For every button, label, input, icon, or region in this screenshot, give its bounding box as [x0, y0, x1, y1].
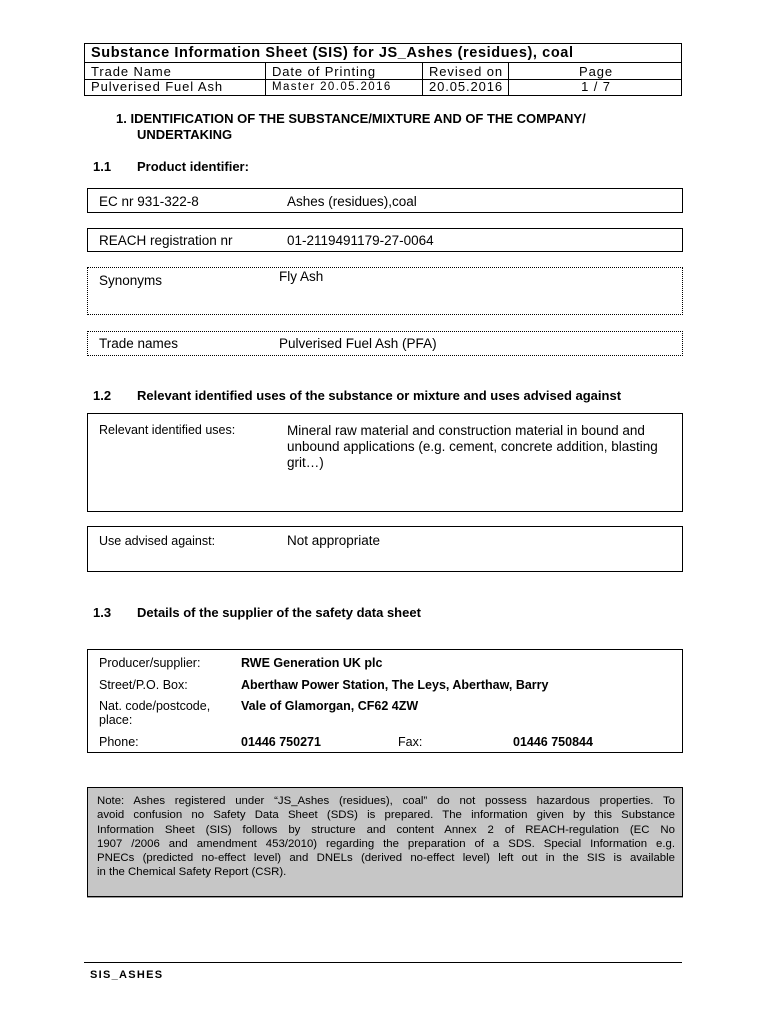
- trade-names-value: Pulverised Fuel Ash (PFA): [279, 336, 437, 351]
- synonyms-label: [99, 273, 162, 288]
- street-label: Street/P.O. Box:: [99, 678, 188, 692]
- section-1-2-number: 1.2: [93, 388, 112, 403]
- identified-uses-line2: unbound applications (e.g. cement, concrete addition, blasting: [287, 439, 658, 454]
- revised-value: 20.05.2016: [429, 79, 504, 94]
- ec-number-label: EC nr 931-322-8: [99, 194, 199, 209]
- section-1-heading: 1. IDENTIFICATION OF THE SUBSTANCE/MIXTURE AND OF THE COMPANY/: [116, 111, 586, 126]
- trade-name-label: Trade Name: [91, 64, 172, 79]
- producer-label: Producer/supplier:: [99, 656, 201, 670]
- synonyms-label-text: Synonyms: [99, 273, 163, 288]
- note-line: 1907 /2006 and amendment 453/2010) regarding the preparation of a SDS. Special Information e.g.: [97, 837, 675, 850]
- date-printing-value: Master 20.05.2016: [272, 81, 392, 93]
- supplier-box: [87, 649, 683, 753]
- note-text: [97, 794, 675, 880]
- reach-box: [87, 228, 683, 252]
- date-printing-label: Date of Printing: [272, 64, 377, 79]
- synonyms-box: [87, 267, 683, 315]
- footer-label: SIS_ASHES: [90, 969, 164, 981]
- reach-label: REACH registration nr: [99, 233, 233, 248]
- postcode-label-cont: place:: [99, 713, 133, 727]
- postcode-label: Nat. code/postcode,: [99, 699, 211, 713]
- section-1-3-title: Details of the supplier of the safety data sheet: [137, 605, 421, 620]
- section-1-heading-cont: UNDERTAKING: [137, 127, 233, 142]
- revised-label: Revised on: [429, 64, 504, 79]
- identified-uses-line3: grit…): [287, 455, 324, 470]
- footer-divider: [84, 962, 682, 963]
- note-line: avoid confusion no Safety Data Sheet (SDS) is prepared. The information given by this Substance: [97, 809, 675, 822]
- fax-value: 01446 750844: [513, 735, 593, 749]
- section-1-1-number: 1.1: [93, 159, 112, 174]
- fax-label: Fax:: [398, 735, 423, 749]
- note-line: Note: Ashes registered under “JS_Ashes (residues), coal” do not possess hazardous properties. To: [97, 795, 675, 807]
- trade-names-label: Trade names: [99, 336, 179, 351]
- section-1-1-title: Product identifier:: [137, 159, 249, 174]
- trade-name-value: Pulverised Fuel Ash: [91, 79, 223, 94]
- document-title: Substance Information Sheet (SIS) for JS_Ashes (residues), coal: [85, 44, 681, 63]
- identified-uses-box: [87, 413, 683, 512]
- trade-names-box: [87, 331, 683, 356]
- document-header-table: [84, 43, 682, 96]
- advised-against-value: Not appropriate: [287, 533, 381, 548]
- identified-uses-line1: Mineral raw material and construction material in bound and: [287, 423, 645, 438]
- ec-number-value: Ashes (residues),coal: [287, 194, 417, 209]
- producer-value: RWE Generation UK plc: [241, 656, 383, 670]
- street-value: Aberthaw Power Station, The Leys, Aberthaw, Barry: [241, 678, 549, 692]
- synonyms-value: Fly Ash: [279, 269, 324, 284]
- note-line: PNECs (predicted no-effect level) and DNELs (derived no-effect level) left out in the SIS is available: [97, 852, 675, 865]
- identified-uses-label: Relevant identified uses:: [99, 423, 236, 437]
- advised-against-label: Use advised against:: [99, 534, 216, 548]
- note-box: [87, 787, 683, 897]
- phone-label: Phone:: [99, 735, 139, 749]
- section-1-3-number: 1.3: [93, 605, 112, 620]
- note-line: in the Chemical Safety Report (CSR).: [97, 866, 287, 879]
- ec-number-box: [87, 188, 683, 213]
- phone-value: 01446 750271: [241, 735, 321, 749]
- section-1-2-title: Relevant identified uses of the substance or mixture and uses advised against: [137, 388, 622, 403]
- reach-value: 01-2119491179-27-0064: [287, 233, 434, 248]
- page-label: Page: [579, 64, 613, 79]
- note-line: Information Sheet (SIS) follows by structure and content Annex 2 of REACH-regulation (EC No: [97, 823, 675, 836]
- page-number: 1 / 7: [581, 79, 611, 94]
- postcode-value: Vale of Glamorgan, CF62 4ZW: [241, 699, 419, 713]
- advised-against-box: [87, 526, 683, 572]
